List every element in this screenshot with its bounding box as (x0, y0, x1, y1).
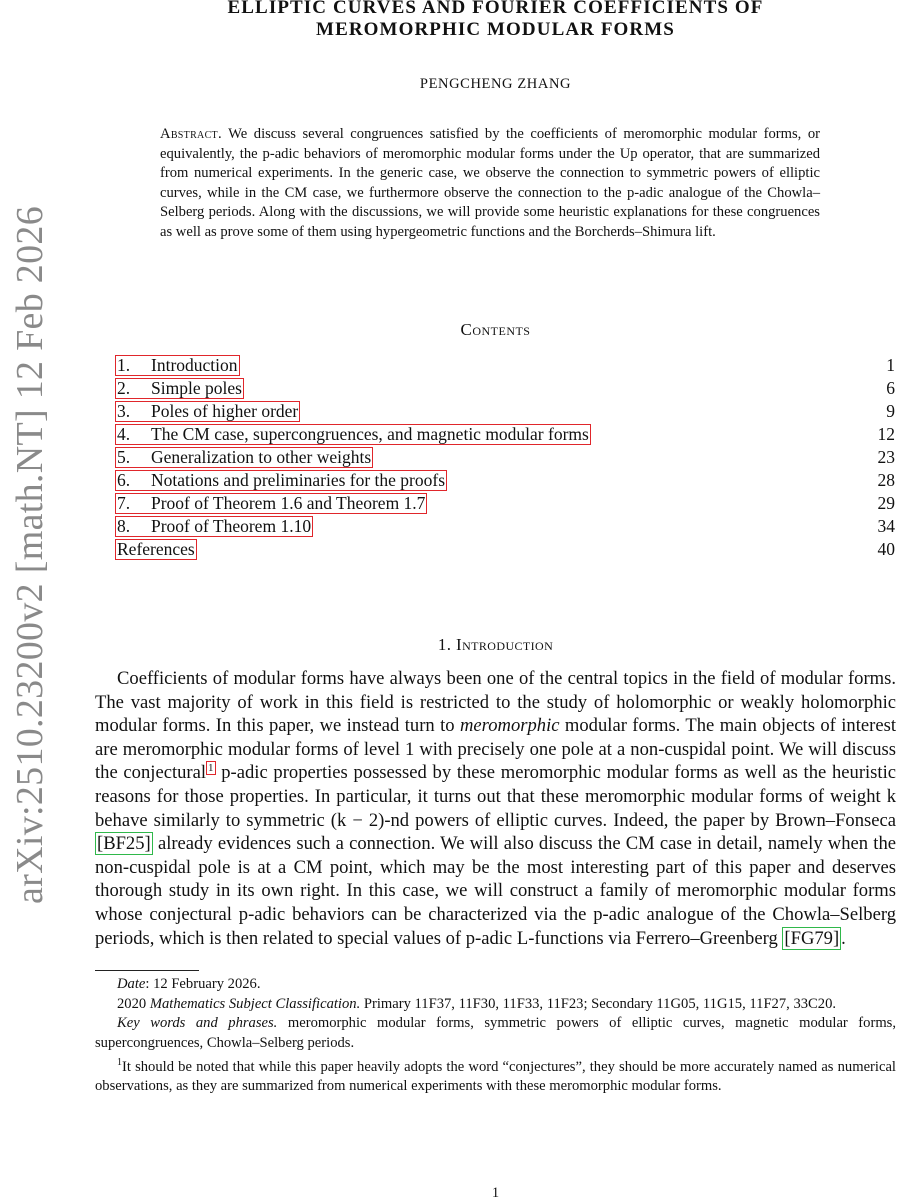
footnote-link[interactable]: 1 (208, 762, 214, 775)
toc-page: 29 (877, 493, 895, 513)
arxiv-sidebar (0, 0, 60, 1200)
paper-title (95, 0, 896, 41)
footnote-1: $^1$It should be noted that while this paper heavily adopts the word “conjectures”, they should be more accurately named as numerical observations, as they are summarized from numerical experiments with these meromorphic modular forms. (95, 1057, 896, 1095)
footnote-date: Date: 12 February 2026. (117, 976, 261, 993)
toc-page: 34 (877, 516, 895, 536)
toc-row (95, 377, 896, 400)
toc-row (95, 446, 896, 469)
footnotes (95, 975, 896, 1097)
toc-link-proof-1-6-1-7[interactable]: 7. Proof of Theorem 1.6 and Theorem 1.7 (117, 493, 426, 513)
toc-link-proof-1-10[interactable]: 8. Proof of Theorem 1.10 (117, 516, 312, 536)
contents-heading: Contents (460, 320, 531, 339)
introduction-paragraph: Coefficients of modular forms have always been one of the central topics in the field of modular forms. The vast majority of work in this field is restricted to the study of holomorphic or weakly holomorphic modular forms. In this paper, we instead turn to meromorphic modular forms. The main objects of interest are meromorphic modular forms of level 1 with precisely one pole at a non-cuspidal point. We will discuss the conjectural $^1$ p-adic properties possessed by these meromorphic modular forms as well as the heuristic reasons for those properties. In particular, it turns out that these meromorphic modular forms of weight k behave similarly to symmetric (k − 2)-nd powers of elliptic curves. Indeed, the paper by Brown–Fonseca [BF25] already evidences such a connection. We will also discuss the CM case in detail, namely when the non-cuspidal pole is at a CM point, which may be the most interesting part of this paper and deserves thorough study in its own right. In this case, we will construct a family of meromorphic modular forms whose conjectural p-adic behaviors can be characterized via the p-adic analogue of the Chowla–Selberg periods, which is then related to special values of p-adic L-functions via Ferrero–Greenberg [FG79] . (95, 668, 896, 949)
arxiv-identifier: arXiv:2510.23200v2 [math.NT] 12 Feb 2026 (9, 205, 51, 905)
toc-page: 28 (877, 470, 895, 490)
toc-link-generalization[interactable]: 5. Generalization to other weights (117, 447, 372, 467)
toc-row (95, 469, 896, 492)
toc-page: 6 (886, 378, 895, 398)
citation-fg79[interactable]: [FG79] (784, 927, 840, 949)
toc-page: 9 (886, 401, 895, 421)
toc-row (95, 492, 896, 515)
page-number: 1 (491, 1185, 500, 1201)
abstract-text: We discuss several congruences satisfied by the coefficients of meromorphic modular forms, or equivalently, the p-adic behaviors of meromorphic modular forms under the Up operator, that are summarized from numerical experiments. In the generic case, we observe the connection to symmetric powers of elliptic curves, while in the CM case, we furthermore observe the connection to the p-adic analogue of the Chowla–Selberg periods. Along with the discussions, we will provide some heuristic explanations for these congruences as well as prove some of them using hypergeometric functions and the Borcherds–Shimura lift. (160, 126, 821, 240)
abstract-label: Abstract. (160, 126, 222, 142)
toc-row (95, 423, 896, 446)
title-line-2: MEROMORPHIC MODULAR FORMS (316, 19, 675, 40)
toc-link-notations[interactable]: 6. Notations and preliminaries for the proofs (117, 470, 446, 490)
toc-page: 12 (877, 424, 895, 444)
toc-link-cm-case[interactable]: 4. The CM case, supercongruences, and magnetic modular forms (117, 424, 589, 444)
footnote-msc: 2020 Mathematics Subject Classification. Primary 11F37, 11F30, 11F33, 11F23; Secondary 11G05, 11G15, 11F27, 33C20. (117, 995, 837, 1012)
title-line-1: ELLIPTIC CURVES AND FOURIER COEFFICIENTS OF (227, 0, 764, 18)
author: PENGCHENG ZHANG (419, 76, 572, 92)
footnote-rule (95, 970, 199, 971)
toc-page: 1 (886, 355, 895, 375)
toc-row (95, 400, 896, 423)
toc-link-simple-poles[interactable]: 2. Simple poles (117, 378, 242, 398)
table-of-contents (95, 354, 896, 561)
toc-row (95, 538, 896, 561)
abstract (160, 125, 820, 242)
footnote-keywords: Key words and phrases. meromorphic modular forms, symmetric powers of elliptic curves, magnetic modular forms, supercongruences, Chowla–Selberg periods. (95, 1015, 897, 1051)
toc-row (95, 515, 896, 538)
toc-link-references[interactable]: References (117, 539, 195, 559)
section-heading-introduction: 1. Introduction (437, 635, 554, 654)
toc-page: 23 (877, 447, 895, 467)
toc-page: 40 (877, 539, 895, 559)
toc-link-higher-order-poles[interactable]: 3. Poles of higher order (117, 401, 299, 421)
toc-link-introduction[interactable]: 1. Introduction (117, 355, 238, 375)
paper-page (95, 0, 897, 1201)
toc-row (95, 354, 896, 377)
citation-bf25[interactable]: [BF25] (97, 833, 151, 855)
emphasis-meromorphic: meromorphic (460, 715, 560, 737)
